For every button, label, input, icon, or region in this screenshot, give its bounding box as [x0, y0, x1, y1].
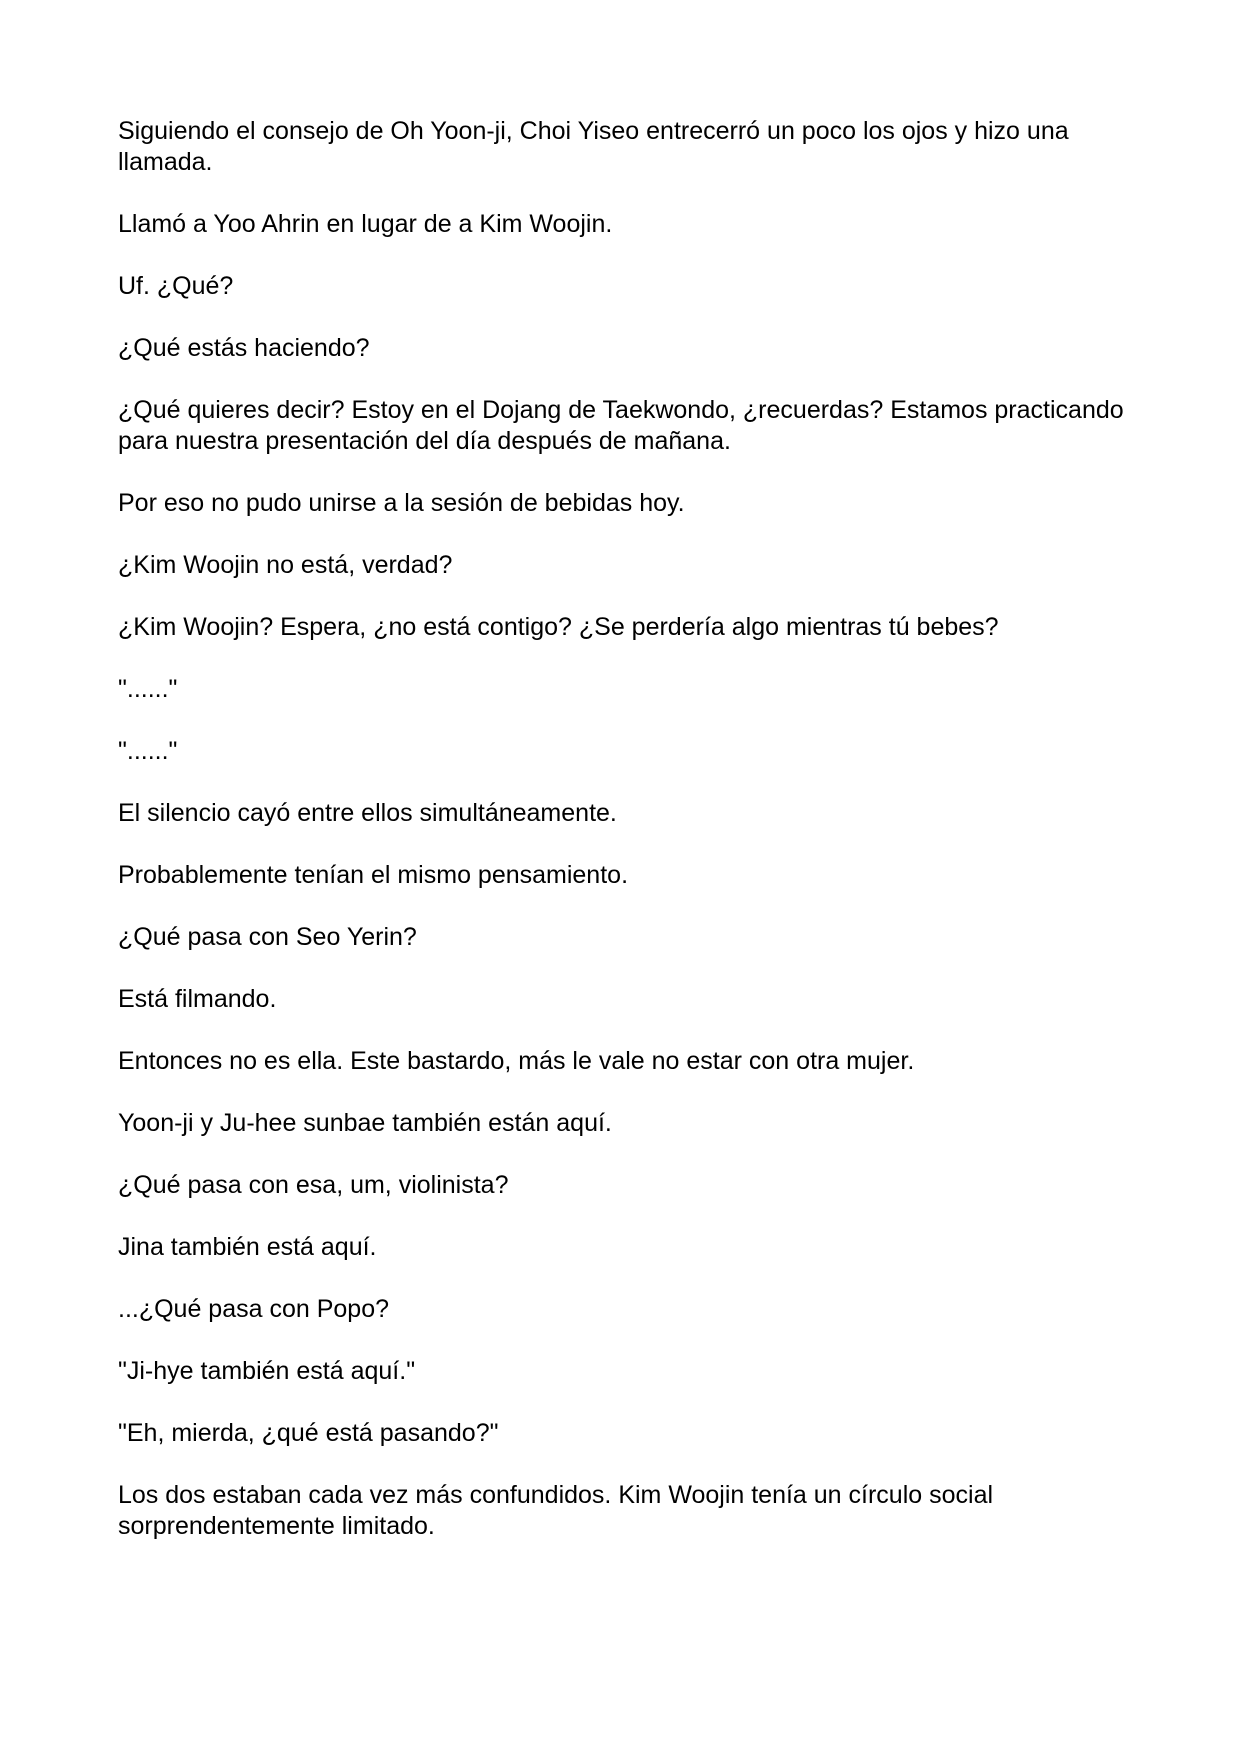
- paragraph: ¿Qué pasa con Seo Yerin?: [118, 923, 417, 951]
- paragraph: "......": [118, 675, 178, 703]
- paragraph: Llamó a Yoo Ahrin en lugar de a Kim Woojin.: [118, 210, 613, 238]
- paragraph: El silencio cayó entre ellos simultáneamente.: [118, 799, 617, 827]
- paragraph: "......": [118, 737, 178, 765]
- paragraph: Entonces no es ella. Este bastardo, más le vale no estar con otra mujer.: [118, 1047, 915, 1075]
- paragraph: ¿Kim Woojin? Espera, ¿no está contigo? ¿Se perdería algo mientras tú bebes?: [118, 613, 999, 641]
- paragraph: Por eso no pudo unirse a la sesión de bebidas hoy.: [118, 489, 685, 517]
- paragraph: Uf. ¿Qué?: [118, 272, 234, 300]
- paragraph: Está filmando.: [118, 985, 277, 1013]
- paragraph: Los dos estaban cada vez más confundidos. Kim Woojin tenía un círculo social sorprendentemente limitado.: [118, 1481, 994, 1540]
- paragraph: Probablemente tenían el mismo pensamiento.: [118, 861, 629, 889]
- paragraph: ¿Qué estás haciendo?: [118, 334, 370, 362]
- paragraph: ...¿Qué pasa con Popo?: [118, 1295, 390, 1323]
- paragraph: ¿Qué pasa con esa, um, violinista?: [118, 1171, 509, 1199]
- paragraph: Jina también está aquí.: [118, 1233, 377, 1261]
- document-body: [118, 116, 1128, 1573]
- paragraph: ¿Qué quieres decir? Estoy en el Dojang de Taekwondo, ¿recuerdas? Estamos practicando para nuestra presentación del día después de mañana.: [118, 396, 1124, 455]
- paragraph: "Eh, mierda, ¿qué está pasando?": [118, 1419, 499, 1447]
- paragraph: Yoon-ji y Ju-hee sunbae también están aquí.: [118, 1109, 612, 1137]
- paragraph: Siguiendo el consejo de Oh Yoon-ji, Choi Yiseo entrecerró un poco los ojos y hizo una llamada.: [118, 117, 1069, 176]
- paragraph: ¿Kim Woojin no está, verdad?: [118, 551, 453, 579]
- paragraph: "Ji-hye también está aquí.": [118, 1357, 416, 1385]
